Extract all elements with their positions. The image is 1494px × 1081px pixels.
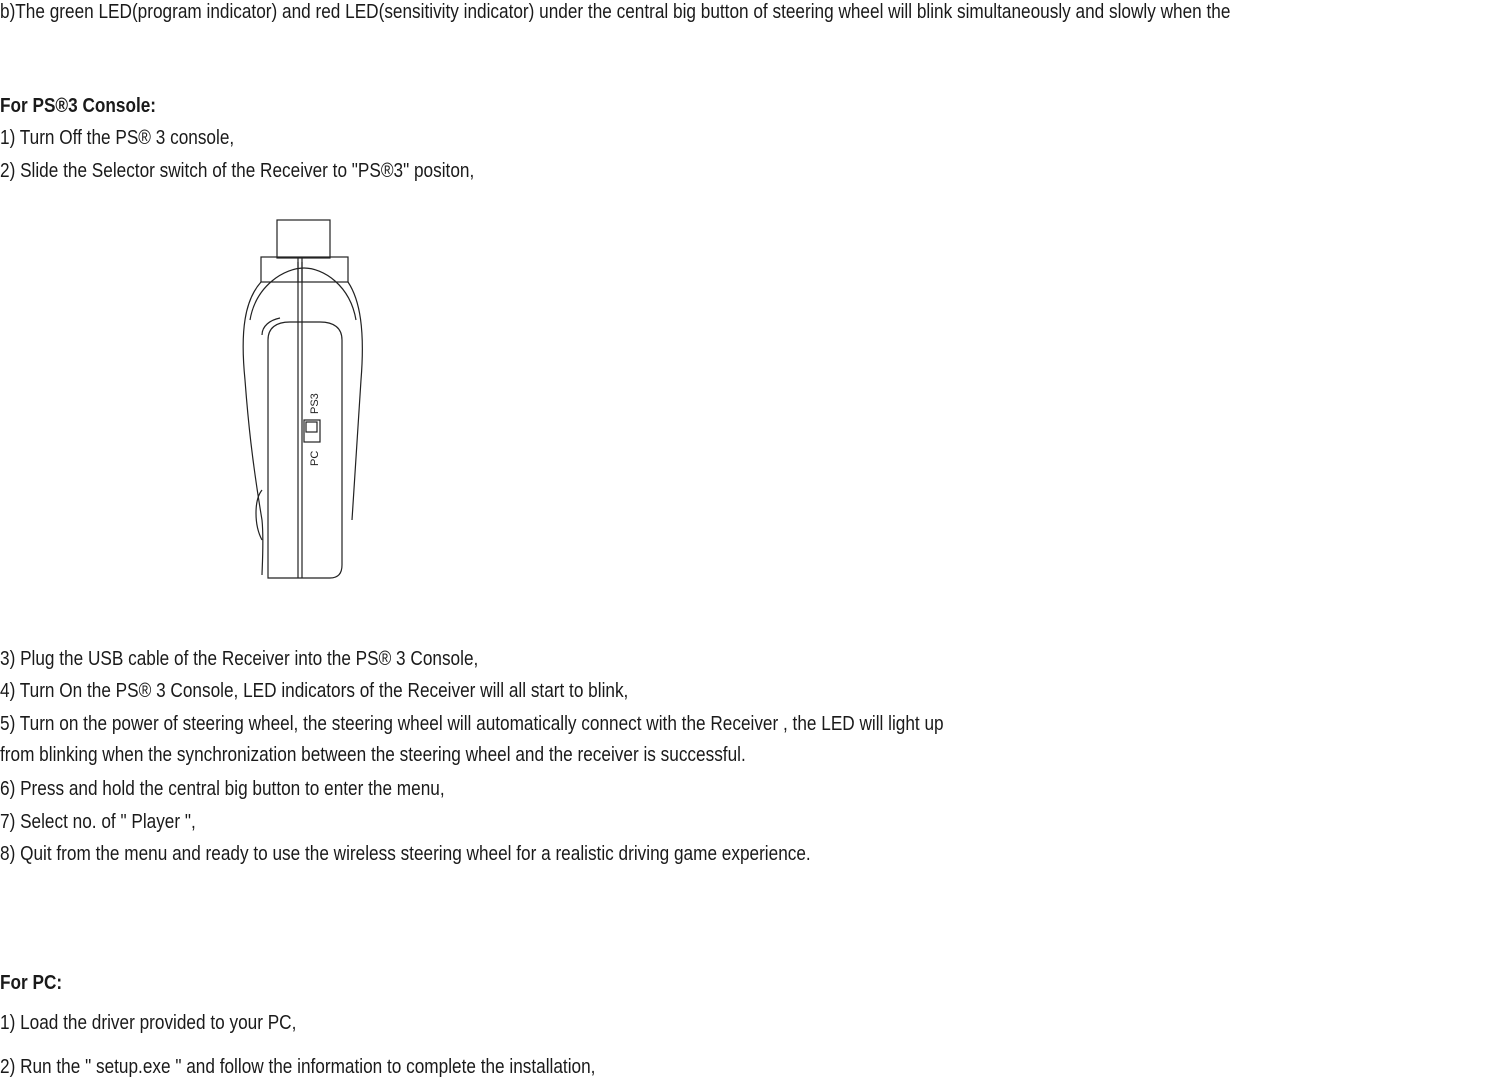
line-b-intro: b)The green LED(program indicator) and red LED(sensitivity indicator) under the central big button of steering wheel will blink simultaneously and slowly when the: [0, 1, 1231, 23]
switch-label-pc: PC: [309, 450, 321, 466]
ps3-step-4: 4) Turn On the PS® 3 Console, LED indicators of the Receiver will all start to blink,: [0, 680, 629, 702]
selector-knob: [306, 422, 317, 432]
ps3-step-8: 8) Quit from the menu and ready to use the wireless steering wheel for a realistic driving game experience.: [0, 843, 811, 865]
ps3-step-5: 5) Turn on the power of steering wheel, the steering wheel will automatically connect with the Receiver , the LED will light up: [0, 713, 944, 735]
clip-outer: [243, 282, 263, 575]
usb-connector: [277, 220, 330, 258]
ps3-step-1: 1) Turn Off the PS® 3 console,: [0, 127, 235, 149]
ps3-step-3: 3) Plug the USB cable of the Receiver into the PS® 3 Console,: [0, 648, 479, 670]
receiver-body: [268, 322, 342, 578]
connector-collar: [261, 257, 348, 282]
ps3-step-5-cont: from blinking when the synchronization between the steering wheel and the receiver is successful.: [0, 744, 746, 766]
usb-receiver-figure: [230, 212, 380, 587]
ps3-step-6: 6) Press and hold the central big button to enter the menu,: [0, 778, 445, 800]
ps3-heading: For PS®3 Console:: [0, 95, 157, 117]
pc-step-2: 2) Run the " setup.exe " and follow the information to complete the installation,: [0, 1056, 596, 1078]
switch-label-ps3: PS3: [309, 393, 321, 414]
clip-arc-inner: [250, 268, 356, 320]
pc-heading: For PC:: [0, 972, 63, 994]
ps3-step-2: 2) Slide the Selector switch of the Receiver to "PS®3" positon,: [0, 160, 475, 182]
ps3-step-7: 7) Select no. of " Player ",: [0, 811, 196, 833]
pc-step-1: 1) Load the driver provided to your PC,: [0, 1012, 297, 1034]
